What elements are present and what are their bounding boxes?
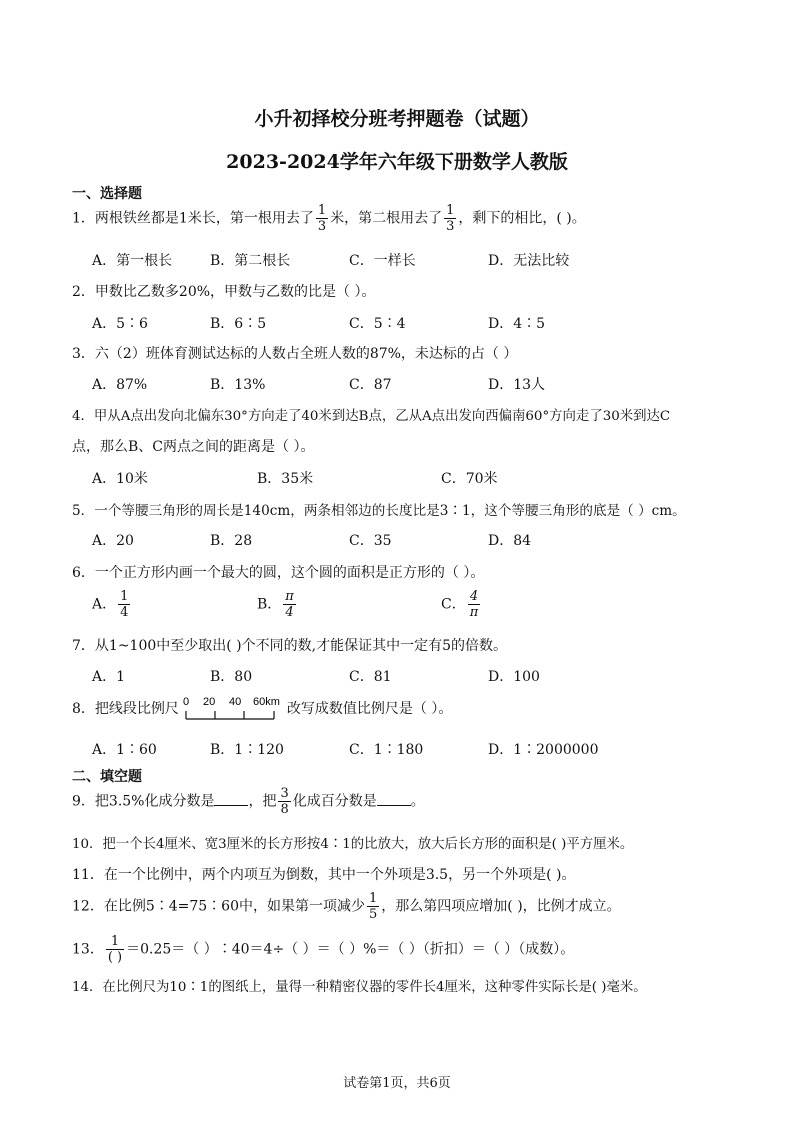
scale-label: 60km <box>252 696 280 708</box>
option-b: B．6∶5 <box>210 316 267 332</box>
page-footer: 试卷第1页，共6页 <box>343 1076 451 1091</box>
fraction <box>468 590 481 619</box>
option-b: B．80 <box>210 669 253 685</box>
question-4-line-1: 4．甲从A点出发向北偏东30°方向走了40米到达B点，乙从A点出发向西偏南60°方向走了30米到达C <box>72 409 671 424</box>
option-a: A．第一根长 <box>92 253 173 269</box>
denominator: ( ) <box>107 950 123 965</box>
question-text: 1．两根铁丝都是1米长，第一根用去了 <box>72 210 314 227</box>
option-d: D．84 <box>488 533 532 549</box>
question-text: 米，第二根用去了 <box>330 210 443 227</box>
question-text: 13． <box>72 941 104 958</box>
question-text: 化成百分数是 <box>292 793 377 810</box>
option-label: B． <box>257 596 282 613</box>
question-11: 11．在一个比例中，两个内项互为倒数，其中一个外项是3.5，另一个外项是( )。 <box>72 867 576 883</box>
question-text: 改写成数值比例尺是（ ）。 <box>286 701 453 717</box>
numerator: 1 <box>317 203 327 218</box>
question-7: 7．从1~100中至少取出( )个不同的数,才能保证其中一定有5的倍数。 <box>72 638 507 654</box>
option-d: D．100 <box>488 669 540 685</box>
line-segment-scale <box>181 695 285 723</box>
option-a: A．20 <box>92 533 134 549</box>
option-label: A． <box>92 596 117 613</box>
option-c: C．1∶180 <box>349 742 424 758</box>
denominator: π <box>469 605 479 620</box>
denominator: 3 <box>317 219 327 234</box>
option-label: C． <box>441 596 466 613</box>
option-a: A．1∶60 <box>92 742 157 758</box>
option-a: A．87% <box>92 377 148 393</box>
fraction <box>444 204 456 233</box>
scale-label: 40 <box>228 696 242 708</box>
option-d: D．无法比较 <box>488 253 570 269</box>
question-6: 6．一个正方形内画一个最大的圆，这个圆的面积是正方形的（ ）。 <box>72 565 485 581</box>
question-text: 。 <box>410 793 425 810</box>
option-a: A．5∶6 <box>92 316 148 332</box>
denominator: 3 <box>446 219 455 234</box>
option-c: C．5∶4 <box>349 316 406 332</box>
fraction <box>118 590 130 619</box>
option-b: B．13% <box>210 377 266 393</box>
question-10: 10．把一个长4厘米、宽3厘米的长方形按4∶1的比放大，放大后长方形的面积是( )平方厘米。 <box>72 837 634 852</box>
question-text: 9．把3.5%化成分数是 <box>72 793 215 810</box>
option-b <box>257 590 298 619</box>
option-a <box>92 590 132 619</box>
option-a: A．10米 <box>92 471 148 487</box>
numerator: 3 <box>280 786 289 801</box>
option-d: D．4∶5 <box>488 316 546 332</box>
question-2: 2．甲数比乙数多20%，甲数与乙数的比是（ ）。 <box>72 284 376 300</box>
question-text: ＝0.25＝（ ）∶40＝4÷（ ）＝（ ）%＝（ ）（折扣）＝（ ）（成数）。 <box>126 941 575 958</box>
option-d: D．1∶2000000 <box>488 742 599 758</box>
question-3: 3．六（2）班体育测试达标的人数占全班人数的87%，未达标的占（ ） <box>72 346 518 362</box>
question-text: ，把 <box>248 793 277 810</box>
option-c: C．70米 <box>441 471 498 487</box>
scale-label: 20 <box>202 696 216 708</box>
question-5: 5．一个等腰三角形的周长是140cm，两条相邻边的长度比是3∶1，这个等腰三角形的底是（ ）cm。 <box>72 503 686 519</box>
option-b: B．35米 <box>257 471 314 487</box>
section-heading-fill: 二、填空题 <box>72 769 142 785</box>
question-text: ，那么第四项应增加( )，比例才成立。 <box>381 898 621 915</box>
fraction <box>278 787 290 816</box>
denominator: 4 <box>285 605 294 620</box>
option-b: B．1∶120 <box>210 742 284 758</box>
page-subtitle: 2023-2024学年六年级下册数学人教版 <box>226 151 568 173</box>
numerator: 1 <box>106 935 124 950</box>
fraction <box>283 590 296 619</box>
denominator: 8 <box>280 802 289 817</box>
option-b: B．第二根长 <box>210 253 291 269</box>
option-c: C．81 <box>349 669 392 685</box>
answer-blank[interactable] <box>377 793 411 806</box>
numerator: 1 <box>369 891 378 906</box>
numerator: 1 <box>446 203 455 218</box>
page-title: 小升初择校分班考押题卷（试题） <box>254 108 540 130</box>
question-9 <box>72 787 425 816</box>
answer-blank[interactable] <box>214 793 248 806</box>
option-c: C．35 <box>349 533 392 549</box>
question-12 <box>72 892 621 921</box>
question-8 <box>72 695 452 723</box>
question-14: 14．在比例尺为10∶1的图纸上，量得一种精密仪器的零件长4厘米，这种零件实际长是( )毫米。 <box>72 980 647 995</box>
question-4-line-2: 点，那么B、C两点之间的距离是（ ）。 <box>72 439 315 455</box>
fraction <box>316 204 328 233</box>
scale-ruler <box>181 695 285 723</box>
numerator: π <box>285 589 294 604</box>
denominator: 5 <box>369 907 378 922</box>
question-text: ，剩下的相比，( )。 <box>458 210 586 227</box>
question-1 <box>72 204 586 233</box>
question-text: 12．在比例5∶4=75∶60中，如果第一项减少 <box>72 898 365 915</box>
option-c: C．87 <box>349 377 392 393</box>
option-c: C．一样长 <box>349 253 416 269</box>
option-a: A．1 <box>92 669 126 685</box>
denominator: 4 <box>120 605 129 620</box>
option-c <box>441 590 482 619</box>
question-13 <box>72 935 574 964</box>
scale-label: 0 <box>182 696 190 708</box>
option-d: D．13人 <box>488 377 546 393</box>
numerator: 1 <box>120 589 129 604</box>
section-heading-choice: 一、选择题 <box>72 186 142 202</box>
numerator: 4 <box>468 590 481 605</box>
option-b: B．28 <box>210 533 253 549</box>
question-text: 8．把线段比例尺 <box>72 701 179 717</box>
fraction <box>367 892 379 921</box>
fraction <box>106 935 124 964</box>
